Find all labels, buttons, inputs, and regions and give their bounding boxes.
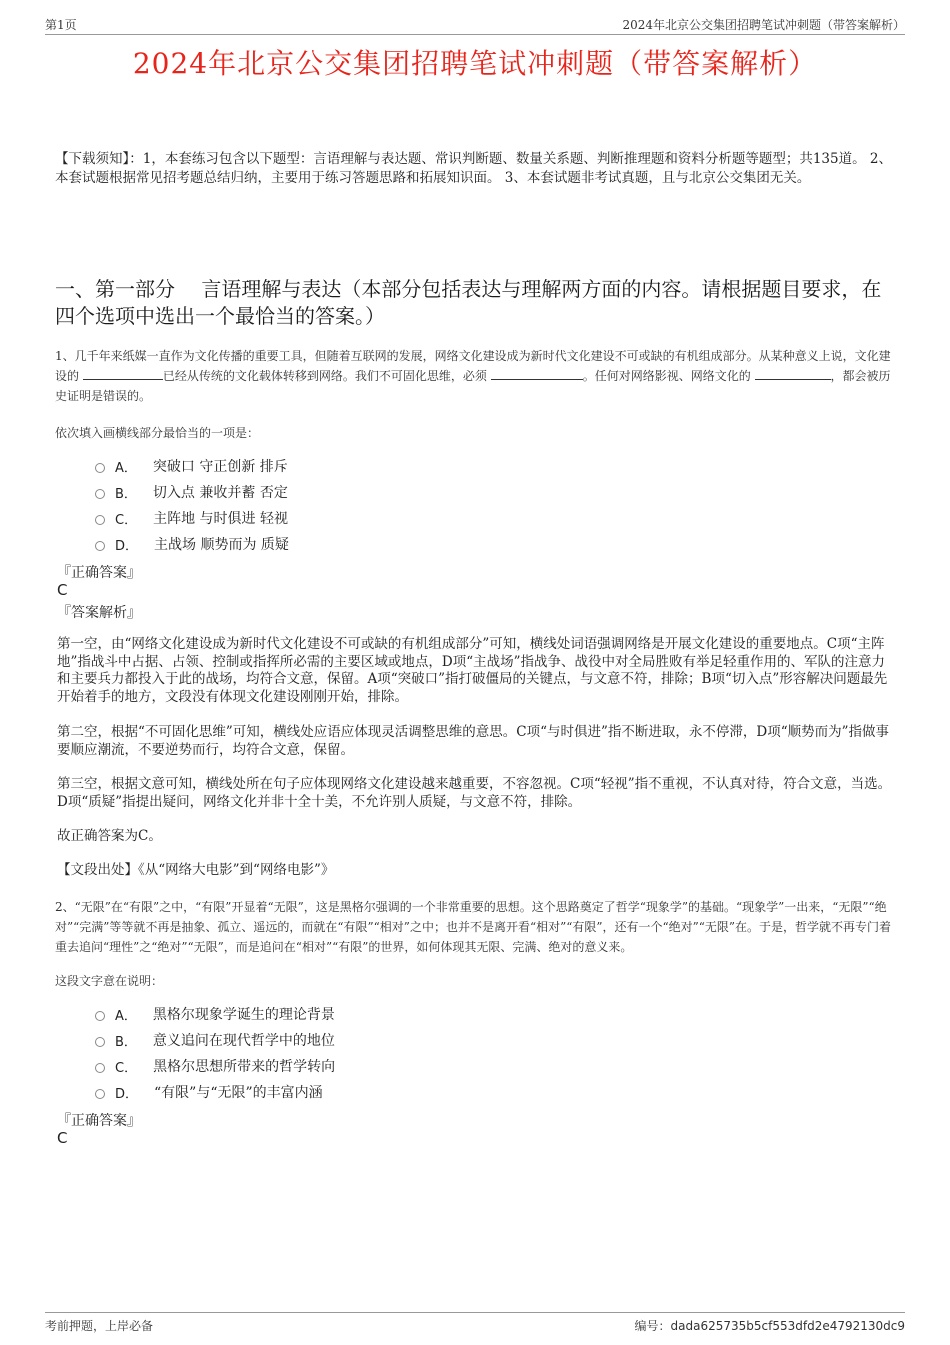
option-b[interactable] xyxy=(95,479,289,505)
question-1-stem xyxy=(55,346,900,406)
analysis-paragraph: 第一空，由“网络文化建设成为新时代文化建设不可或缺的有机组成部分”可知，横线处词语强调网络是开展文化建设的重要地点。C项“主阵地”指战斗中占据、占领、控制或指挥所必需的主要区域或地点，D项“主战场”指战争、战役中对全局胜败有举足轻重作用的、军队的注意力和主要兵力都投入于此的战场，均符合文意，保留。A项“突破口”指打破僵局的关键点，与文意不符，排除；B项“切入点”形容解决问题最先开始着手的地方，文段没有体现文化建设刚刚开始，排除。 xyxy=(57,636,888,705)
option-letter: B． xyxy=(115,486,137,502)
option-letter: B． xyxy=(115,1034,137,1050)
radio-icon[interactable] xyxy=(95,489,105,499)
radio-icon[interactable] xyxy=(95,1063,105,1073)
page-header xyxy=(45,14,905,35)
option-letter: D． xyxy=(115,1086,139,1102)
option-text: 突破口 守正创新 排斥 xyxy=(152,459,288,475)
answer-value: C xyxy=(57,1129,68,1147)
download-notice: 【下载须知】：1，本套练习包含以下题型：言语理解与表达题、常识判断题、数量关系题、判断推理题和资料分析题等题型；共135道。 2、本套试题根据常见招考题总结归纳，主要用于练习答题思路和拓展知识面。 3、本套试题非考试真题，且与北京公交集团无关。 xyxy=(55,151,892,186)
option-text: 意义追问在现代哲学中的地位 xyxy=(152,1033,335,1049)
option-c[interactable] xyxy=(95,505,289,531)
question-1-stem-part: ，都会被历史证明是错误的。 xyxy=(55,369,891,403)
radio-icon[interactable] xyxy=(95,541,105,551)
radio-icon[interactable] xyxy=(95,515,105,525)
answer-value: C xyxy=(57,581,68,599)
question-1-stem-part: 。任何对网络影视、网络文化的 xyxy=(582,369,751,383)
question-1-options xyxy=(95,453,289,557)
footer-slogan: 考前押题，上岸必备 xyxy=(45,1319,154,1333)
option-text: “有限”与“无限”的丰富内涵 xyxy=(154,1085,323,1101)
option-d[interactable] xyxy=(95,1079,335,1105)
blank-3 xyxy=(755,367,831,380)
option-a[interactable] xyxy=(95,453,289,479)
radio-icon[interactable] xyxy=(95,1037,105,1047)
option-text: 切入点 兼收并蓄 否定 xyxy=(152,485,288,501)
footer-serial: 编号：dada625735b5cf553dfd2e4792130dc9 xyxy=(634,1319,905,1333)
analysis-label: 『答案解析』 xyxy=(57,605,141,621)
page-number: 第1页 xyxy=(45,18,77,32)
option-letter: D． xyxy=(115,538,139,554)
question-2-prompt: 这段文字意在说明： xyxy=(55,974,164,988)
radio-icon[interactable] xyxy=(95,1011,105,1021)
option-d[interactable] xyxy=(95,531,289,557)
blank-2 xyxy=(491,367,583,380)
question-2-options xyxy=(95,1001,335,1105)
page-title: 2024年北京公交集团招聘笔试冲刺题（带答案解析） xyxy=(132,47,818,80)
section-heading: 一、第一部分 言语理解与表达（本部分包括表达与理解两方面的内容。请根据题目要求，在四个选项中选出一个最恰当的答案。） xyxy=(55,277,882,328)
page-footer xyxy=(45,1312,905,1333)
analysis-paragraph: 第二空，根据“不可固化思维”可知，横线处应语应体现灵活调整思维的意思。C项“与时俱进”指不断进取，永不停滞，D项“顺势而为”指做事要顺应潮流，不要逆势而行，均符合文意，保留。 xyxy=(57,724,890,758)
question-1-stem-part: 已经从传统的文化载体转移到网络。我们不可固化思维，必须 xyxy=(162,369,487,383)
radio-icon[interactable] xyxy=(95,463,105,473)
header-doc-title: 2024年北京公交集团招聘笔试冲刺题（带答案解析） xyxy=(622,18,905,32)
option-letter: A． xyxy=(115,1008,137,1024)
option-a[interactable] xyxy=(95,1001,335,1027)
analysis-paragraph: 故正确答案为C。 xyxy=(57,828,162,844)
option-letter: C． xyxy=(115,512,138,528)
option-text: 主战场 顺势而为 质疑 xyxy=(154,537,289,553)
answer-label: 『正确答案』 xyxy=(57,565,141,581)
question-2-stem: 2、“无限”在“有限”之中，“有限”开显着“无限”，这是黑格尔强调的一个非常重要的思想。这个思路奠定了哲学“现象学”的基础。“现象学”一出来，“无限”“绝对”“完满”等等就不再是抽象、孤立、遥远的，而就在“有限”“相对”之中；也并不是离开看“相对”“有限”，还有一个“绝对”“无限”在。于是，哲学就不再专门着重去追问“理性”之“绝对”“无限”，而是追问在“相对”“有限”的世界，如何体现其无限、完满、绝对的意义来。 xyxy=(55,900,892,954)
question-1-stem-part: 1、几千年来纸媒一直作为文化传播的重要工具，但随着互联网的发展，网络文化建设成为新时代文化建设不可或缺的有机组成部分。从某种意义上说，文化建设的 xyxy=(55,349,891,383)
option-text: 黑格尔现象学诞生的理论背景 xyxy=(152,1007,335,1023)
option-letter: A． xyxy=(115,460,137,476)
answer-label: 『正确答案』 xyxy=(57,1113,141,1129)
radio-icon[interactable] xyxy=(95,1089,105,1099)
analysis-paragraph: 第三空，根据文意可知，横线处所在句子应体现网络文化建设越来越重要，不容忽视。C项“轻视”指不重视，不认真对待，符合文意，当选。D项“质疑”指提出疑问，网络文化并非十全十美，不允许别人质疑，与文意不符，排除。 xyxy=(57,776,892,810)
question-1-prompt: 依次填入画横线部分最恰当的一项是： xyxy=(55,426,260,440)
option-text: 黑格尔思想所带来的哲学转向 xyxy=(153,1059,336,1075)
option-letter: C． xyxy=(115,1060,138,1076)
option-c[interactable] xyxy=(95,1053,335,1079)
source-citation: 【文段出处】《从“网络大电影”到“网络电影”》 xyxy=(57,862,335,878)
option-b[interactable] xyxy=(95,1027,335,1053)
blank-1 xyxy=(83,367,163,380)
option-text: 主阵地 与时俱进 轻视 xyxy=(153,511,288,527)
